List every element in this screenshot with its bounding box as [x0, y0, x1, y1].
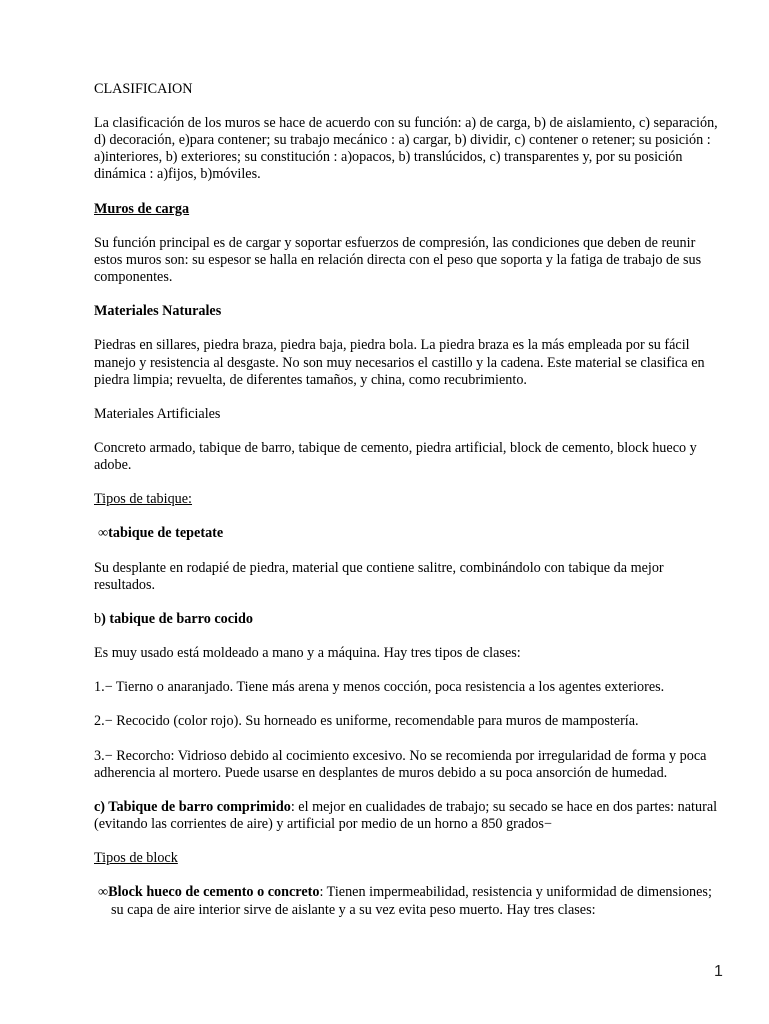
- intro-paragraph: La clasificación de los muros se hace de acuerdo con su función: a) de carga, b) de aislamiento, c) separación, d) decoración, e)para contener; su trabajo mecánico : a) cargar, b) dividir, c) contener o retener; su posición : a)interiores, b) exteriores; su constitución : a)opacos, b) translúcidos, c) transparentes y, por su posición dinámica : a)fijos, b)móviles.: [94, 115, 718, 183]
- tipos-block-heading: Tipos de block: [94, 850, 178, 867]
- tabique-barro-cocido-heading: [94, 611, 726, 628]
- tabique-tepetate-title: tabique de tepetate: [108, 525, 224, 542]
- clase-item: 3.− Recorcho: Vidrioso debido al cocimiento excesivo. No se recomienda por irregularidad de forma y poca adherencia al mortero. Puede usarse en desplantes de muros debido a su poca ansorción de humedad.: [94, 747, 707, 781]
- tabique-barro-cocido-title: ) tabique de barro cocido: [101, 610, 253, 627]
- block-hueco-paragraph: [98, 884, 726, 918]
- tabique-barro-comprimido-text: : el mejor en cualidades de trabajo; su secado se hace en dos partes: natural (evitando las corrientes de aire) y artificial por medio de un horno a 850 grados−: [94, 798, 718, 833]
- materiales-naturales-paragraph: Piedras en sillares, piedra braza, piedra baja, piedra bola. La piedra braza es la más empleada por su fácil manejo y resistencia al desgaste. No son muy necesarios el castillo y la cadena. Este material se clasifica en piedra limpia; revuelta, de diferentes tamaños, y china, como recubrimiento.: [94, 337, 705, 388]
- materiales-artificiales-paragraph: Concreto armado, tabique de barro, tabique de cemento, piedra artificial, block de cemento, block hueco y adobe.: [94, 439, 697, 474]
- tabique-barro-comprimido-paragraph: [94, 799, 726, 833]
- tabique-barro-cocido-prefix: b: [94, 610, 102, 627]
- infinity-bullet-icon: ∞: [98, 884, 109, 901]
- materiales-artificiales-heading: Materiales Artificiales: [94, 405, 221, 422]
- infinity-bullet-icon: ∞: [98, 525, 109, 542]
- tipos-tabique-heading: Tipos de tabique:: [94, 491, 193, 508]
- page-number: 1: [714, 963, 723, 980]
- document-title: CLASIFICAION: [94, 81, 193, 97]
- muros-carga-paragraph: Su función principal es de cargar y soportar esfuerzos de compresión, las condiciones que deben de reunir estos muros son: su espesor se halla en relación directa con el peso que soporta y la fatiga de trabajo de sus componentes.: [94, 234, 702, 286]
- clase-item: 2.− Recocido (color rojo). Su horneado es uniforme, recomendable para muros de mampostería.: [94, 713, 639, 730]
- block-hueco-title: Block hueco de cemento o concreto: [108, 884, 320, 901]
- tabique-barro-cocido-paragraph: Es muy usado está moldeado a mano y a máquina. Hay tres tipos de clases:: [94, 645, 521, 662]
- tabique-tepetate-paragraph: Su desplante en rodapié de piedra, material que contiene salitre, combinándolo con tabique da mejor resultados.: [94, 559, 664, 593]
- block-hueco-text: : Tienen impermeabilidad, resistencia y uniformidad de dimensiones; su capa de aire interior sirve de aislante y a su vez evita peso muerto. Hay tres clases:: [111, 884, 712, 918]
- tabique-barro-comprimido-title: c) Tabique de barro comprimido: [94, 798, 291, 815]
- tabique-tepetate-heading: [94, 525, 726, 542]
- muros-carga-heading: Muros de carga: [94, 200, 190, 217]
- document-page: [94, 81, 726, 936]
- materiales-naturales-heading: Materiales Naturales: [94, 303, 222, 320]
- clase-item: 1.− Tierno o anaranjado. Tiene más arena y menos cocción, poca resistencia a los agentes exteriores.: [94, 679, 665, 696]
